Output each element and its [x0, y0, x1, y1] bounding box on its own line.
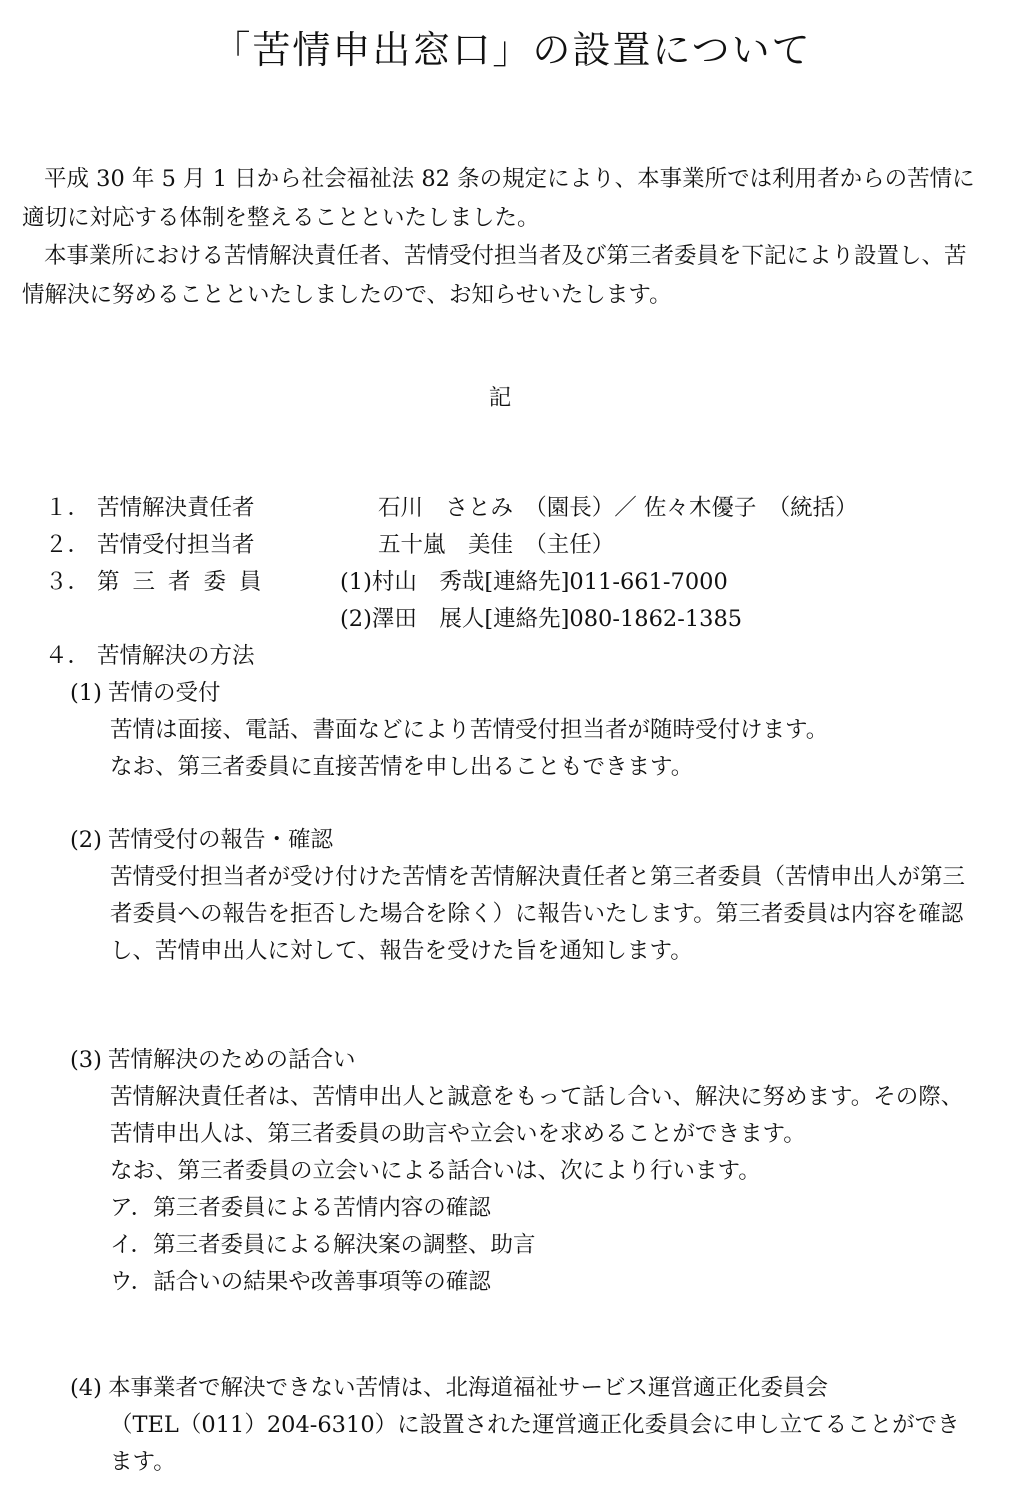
item-number: ４． — [45, 643, 91, 669]
item-value: (1)村山 秀哉[連絡先]011-661-7000 — [340, 569, 728, 595]
method-heading — [0, 1370, 1024, 1407]
method-line: （TEL（011）204-6310）に設置された運営適正化委員会に申し立てることができます。 — [110, 1412, 960, 1475]
item-label: 苦情解決責任者 — [97, 495, 255, 521]
item-label: 苦情解決の方法 — [97, 643, 255, 669]
method-mark: (2) — [70, 827, 102, 853]
item-value: (2)澤田 展人[連絡先]080-1862-1385 — [340, 606, 743, 632]
intro-paragraph-1: 平成 30 年 5 月 1 日から社会福祉法 82 条の規定により、本事業所では利用者からの苦情に適切に対応する体制を整えることといたしました。 — [22, 166, 975, 231]
method-line: なお、第三者委員に直接苦情を申し出ることもできます。 — [110, 754, 694, 780]
item-value: 五十嵐 美佳 （主任） — [378, 532, 615, 558]
item-row-3 — [0, 564, 1024, 601]
method-body — [110, 859, 980, 970]
item-label: 苦情受付担当者 — [97, 532, 255, 558]
item-number: １． — [45, 495, 91, 521]
item-row-4 — [0, 601, 1024, 638]
method-heading — [0, 1042, 1024, 1079]
item-number: ２． — [45, 532, 91, 558]
method-mark: (3) — [70, 1047, 102, 1073]
method-title: 苦情の受付 — [108, 680, 221, 706]
method-title: 本事業者で解決できない苦情は、北海道福祉サービス運営適正化委員会 — [108, 1375, 829, 1401]
item-row-5 — [0, 638, 1024, 675]
item-row-2 — [0, 527, 1024, 564]
intro-section — [22, 160, 982, 314]
method-line: 苦情は面接、電話、書面などにより苦情受付担当者が随時受付けます。 — [110, 717, 829, 743]
method-title: 苦情解決のための話合い — [108, 1047, 356, 1073]
method-section-1 — [0, 675, 1024, 786]
intro-paragraph-2: 本事業所における苦情解決責任者、苦情受付担当者及び第三者委員を下記により設置し、苦情解決に努めることといたしましたので、お知らせいたします。 — [22, 243, 967, 308]
sub-item: イ．第三者委員による解決案の調整、助言 — [110, 1232, 536, 1258]
item-label: 第三者委員 — [97, 569, 275, 595]
method-body — [110, 1079, 980, 1301]
method-mark: (1) — [70, 680, 102, 706]
method-body — [110, 1407, 980, 1481]
method-section-2 — [0, 822, 1024, 970]
items-list — [0, 490, 1024, 675]
sub-item-list — [110, 1190, 980, 1301]
method-section-4 — [0, 1370, 1024, 1481]
method-heading — [0, 675, 1024, 712]
sub-item: ア．第三者委員による苦情内容の確認 — [110, 1195, 491, 1221]
ki-heading: 記 — [488, 385, 512, 411]
method-line: 苦情解決責任者は、苦情申出人と誠意をもって話し合い、解決に努めます。その際、苦情申出人は、第三者委員の助言や立会いを求めることができます。 — [110, 1084, 964, 1147]
method-heading — [0, 822, 1024, 859]
method-line: 苦情受付担当者が受け付けた苦情を苦情解決責任者と第三者委員（苦情申出人が第三者委員への報告を拒否した場合を除く）に報告いたします。第三者委員は内容を確認し、苦情申出人に対して、報告を受けた旨を通知します。 — [110, 864, 966, 964]
page-title: 「苦情申出窓口」の設置について — [212, 28, 812, 72]
item-number: ３． — [45, 569, 91, 595]
method-title: 苦情受付の報告・確認 — [108, 827, 334, 853]
item-value: 石川 さとみ （園長）／ 佐々木優子 （統括） — [378, 495, 858, 521]
method-body — [110, 712, 980, 786]
method-mark: (4) — [70, 1375, 102, 1401]
method-section-3 — [0, 1042, 1024, 1301]
item-row-1 — [0, 490, 1024, 527]
method-line: なお、第三者委員の立会いによる話合いは、次により行います。 — [110, 1158, 761, 1184]
sub-item: ウ．話合いの結果や改善事項等の確認 — [110, 1269, 491, 1295]
